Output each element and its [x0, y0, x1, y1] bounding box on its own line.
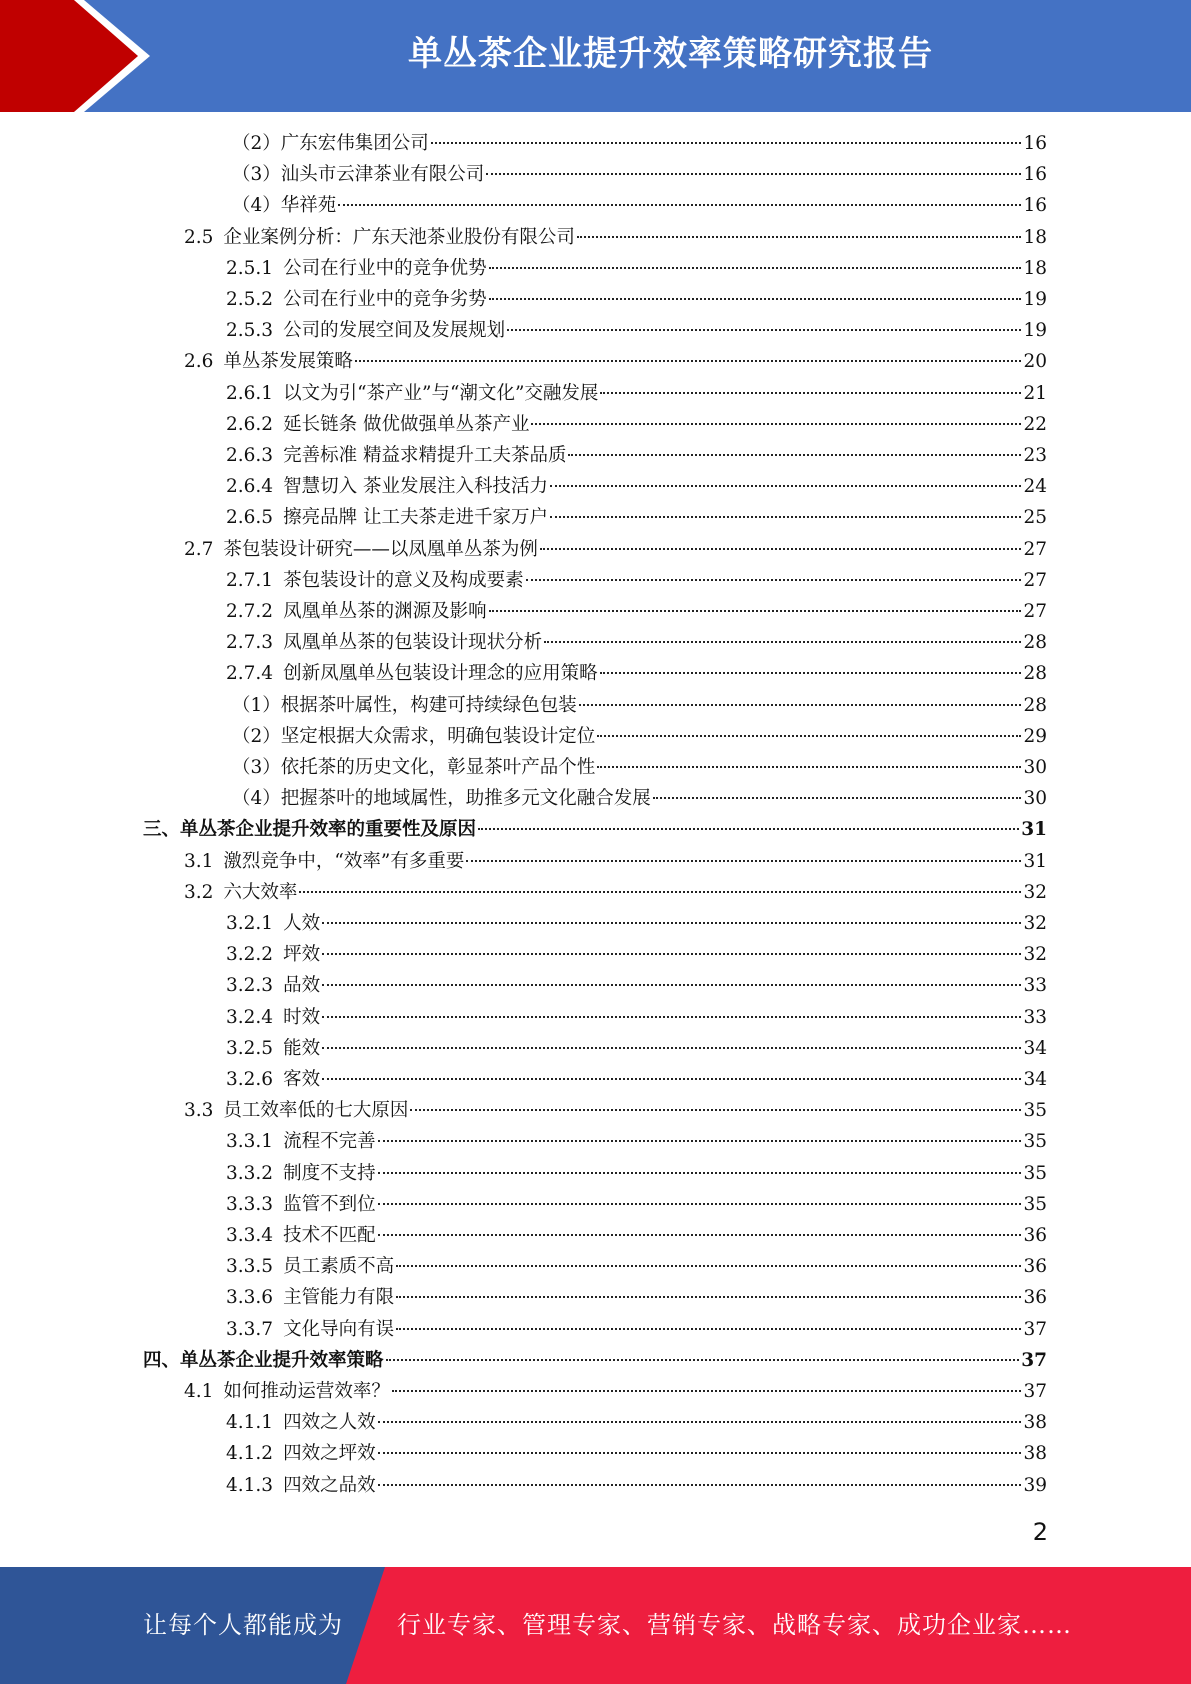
toc-dot-leader	[600, 392, 1021, 394]
toc-dot-leader	[540, 548, 1022, 550]
toc-entry-number: 3.2.3	[226, 975, 274, 997]
toc-entry[interactable]	[226, 1064, 1047, 1095]
toc-entry[interactable]	[232, 752, 1047, 783]
toc-entry[interactable]	[226, 908, 1047, 939]
toc-entry[interactable]	[184, 1095, 1047, 1126]
toc-dot-leader	[577, 236, 1022, 238]
toc-entry[interactable]	[226, 409, 1047, 440]
toc-entry-title: （2）广东宏伟集团公司	[232, 133, 429, 154]
toc-entry[interactable]	[184, 877, 1047, 908]
page-header	[0, 0, 1191, 112]
toc-entry-page: 32	[1023, 944, 1047, 966]
toc-entry-number: 2.6.3	[226, 445, 274, 466]
toc-entry[interactable]	[226, 502, 1047, 533]
toc-entry-number: 2.5.1	[226, 257, 274, 279]
toc-entry-page: 32	[1023, 881, 1047, 903]
toc-entry-number: 2.6.5	[226, 507, 274, 529]
toc-entry-number: 2.6.4	[226, 476, 274, 498]
toc-entry-title: 公司在行业中的竞争优势	[283, 257, 487, 279]
toc-entry-title: 四效之坪效	[283, 1443, 376, 1465]
toc-entry[interactable]	[226, 253, 1047, 284]
toc-entry-page: 16	[1023, 133, 1047, 154]
toc-dot-leader	[322, 1016, 1021, 1018]
toc-entry[interactable]	[226, 1251, 1047, 1282]
toc-entry-title: 时效	[283, 1006, 321, 1028]
toc-entry-title: 凤凰单丛茶的包装设计现状分析	[283, 632, 543, 654]
toc-entry[interactable]	[184, 846, 1047, 877]
toc-dot-leader	[396, 1265, 1021, 1267]
toc-dot-leader	[378, 1140, 1022, 1142]
toc-dot-leader	[396, 1328, 1021, 1330]
toc-entry[interactable]	[226, 565, 1047, 596]
toc-entry[interactable]	[226, 1189, 1047, 1220]
toc-entry-number: 3.3.2	[226, 1162, 274, 1184]
page-footer	[0, 1567, 1191, 1684]
toc-dot-leader	[507, 329, 1021, 331]
toc-dot-leader	[322, 1078, 1021, 1080]
toc-entry[interactable]	[226, 1407, 1047, 1438]
toc-entry-title: 四、单丛茶企业提升效率策略	[143, 1349, 384, 1371]
toc-dot-leader	[526, 579, 1022, 581]
toc-entry-number: 3.3.7	[226, 1318, 274, 1340]
toc-entry-page: 30	[1023, 757, 1047, 778]
toc-entry-title: 品效	[283, 975, 321, 997]
toc-entry-number: 3.3.6	[226, 1287, 274, 1309]
toc-entry[interactable]	[226, 627, 1047, 658]
toc-entry-number: 2.7.1	[226, 569, 274, 591]
toc-entry-title: 四效之品效	[283, 1474, 376, 1496]
toc-entry-title: 监管不到位	[283, 1193, 376, 1215]
toc-entry-title: 创新凤凰单丛包装设计理念的应用策略	[283, 663, 598, 685]
toc-entry-title: 流程不完善	[283, 1131, 376, 1153]
toc-entry-number: 3.3.4	[226, 1225, 274, 1246]
toc-entry-page: 23	[1023, 445, 1047, 466]
toc-dot-leader	[597, 735, 1021, 737]
toc-entry[interactable]	[184, 222, 1047, 253]
toc-dot-leader	[378, 1234, 1022, 1236]
toc-entry[interactable]	[226, 596, 1047, 627]
toc-entry-page: 18	[1023, 226, 1047, 248]
toc-dot-leader	[322, 984, 1021, 986]
toc-entry[interactable]	[232, 690, 1047, 721]
toc-dot-leader	[489, 298, 1022, 300]
toc-entry-number: 3.2.5	[226, 1037, 274, 1059]
toc-entry-page: 18	[1023, 257, 1047, 279]
toc-entry-title: 完善标准 精益求精提升工夫茶品质	[283, 445, 567, 466]
toc-entry-title: 制度不支持	[283, 1162, 376, 1184]
toc-entry-page: 35	[1023, 1131, 1047, 1153]
toc-entry-title: 凤凰单丛茶的渊源及影响	[283, 601, 487, 622]
toc-entry-title: 文化导向有误	[283, 1318, 395, 1340]
toc-entry[interactable]	[226, 970, 1047, 1001]
toc-entry-page: 16	[1023, 164, 1047, 186]
toc-dot-leader	[322, 922, 1021, 924]
toc-entry-title: 激烈竞争中，“效率”有多重要	[223, 850, 465, 872]
chevron-arrow	[0, 0, 138, 112]
toc-dot-leader	[531, 423, 1021, 425]
toc-entry-number: 4.1	[184, 1381, 214, 1402]
toc-entry-page: 37	[1021, 1349, 1047, 1371]
toc-entry-page: 38	[1023, 1443, 1047, 1465]
toc-dot-leader	[431, 142, 1022, 144]
toc-entry-title: 公司在行业中的竞争劣势	[283, 289, 487, 310]
toc-entry[interactable]	[232, 721, 1047, 752]
toc-entry-title: 企业案例分析：广东天池茶业股份有限公司	[223, 226, 575, 248]
toc-entry[interactable]	[226, 1438, 1047, 1469]
toc-entry-title: （4）把握茶叶的地域属性，助推多元文化融合发展	[232, 788, 651, 810]
toc-dot-leader	[597, 766, 1021, 768]
toc-entry[interactable]	[226, 1314, 1047, 1345]
toc-entry-number: 2.6	[184, 351, 214, 373]
toc-entry-number: 2.7.2	[226, 601, 274, 622]
footer-slogan-left: 让每个人都能成为	[143, 1611, 343, 1639]
toc-entry-page: 29	[1023, 725, 1047, 747]
toc-entry-title: （1）根据茶叶属性，构建可持续绿色包装	[232, 694, 577, 716]
toc-entry-title: 单丛茶发展策略	[223, 351, 353, 373]
toc-entry-title: 延长链条 做优做强单丛茶产业	[283, 413, 530, 435]
toc-entry-title: 人效	[283, 913, 321, 934]
toc-entry[interactable]	[226, 1033, 1047, 1064]
toc-entry-page: 19	[1023, 320, 1047, 342]
toc-dot-leader	[486, 173, 1021, 175]
toc-entry-page: 35	[1023, 1100, 1047, 1122]
toc-entry-page: 28	[1023, 694, 1047, 716]
toc-entry[interactable]	[226, 1220, 1047, 1251]
toc-entry-title: 三、单丛茶企业提升效率的重要性及原因	[143, 819, 477, 841]
toc-entry-page: 22	[1023, 413, 1047, 435]
toc-entry-title: 员工效率低的七大原因	[223, 1100, 409, 1122]
toc-entry-page: 36	[1023, 1287, 1047, 1309]
toc-dot-leader	[322, 1047, 1021, 1049]
toc-entry-page: 33	[1023, 1006, 1047, 1028]
toc-dot-leader	[396, 1296, 1021, 1298]
toc-entry-title: 擦亮品牌 让工夫茶走进千家万户	[283, 507, 548, 529]
toc-entry-number: 3.2.1	[226, 913, 274, 934]
toc-entry-title: 客效	[283, 1069, 321, 1090]
toc-entry-title: 能效	[283, 1037, 321, 1059]
toc-entry-number: 3.2	[184, 881, 214, 903]
toc-entry-page: 37	[1023, 1318, 1047, 1340]
toc-entry-number: 2.5.3	[226, 320, 274, 342]
toc-dot-leader	[489, 610, 1022, 612]
toc-entry-page: 35	[1023, 1162, 1047, 1184]
toc-dot-leader	[322, 953, 1021, 955]
toc-entry-page: 33	[1023, 975, 1047, 997]
toc-entry-number: 3.1	[184, 850, 214, 872]
toc-entry-title: 以文为引“茶产业”与“潮文化”交融发展	[283, 382, 599, 404]
toc-entry-number: 2.5.2	[226, 289, 274, 310]
toc-entry-number: 3.3.3	[226, 1193, 274, 1215]
toc-entry-number: 3.2.6	[226, 1069, 274, 1090]
toc-entry-page: 27	[1023, 601, 1047, 622]
toc-entry-page: 28	[1023, 663, 1047, 685]
toc-dot-leader	[410, 1109, 1021, 1111]
toc-entry-title: （2）坚定根据大众需求，明确包装设计定位	[232, 725, 596, 747]
toc-dot-leader	[550, 485, 1021, 487]
toc-entry[interactable]	[184, 534, 1047, 565]
toc-entry-title: （3）依托茶的历史文化，彰显茶叶产品个性	[232, 757, 596, 778]
toc-entry[interactable]	[232, 159, 1047, 190]
toc-entry-number: 3.3	[184, 1100, 214, 1122]
toc-dot-leader	[378, 1203, 1022, 1205]
toc-entry[interactable]	[226, 284, 1047, 315]
toc-entry-page: 35	[1023, 1193, 1047, 1215]
toc-entry-title: 主管能力有限	[283, 1287, 395, 1309]
toc-dot-leader	[392, 1390, 1022, 1392]
toc-entry[interactable]	[226, 315, 1047, 346]
toc-entry-page: 34	[1023, 1069, 1047, 1090]
toc-entry-page: 38	[1023, 1412, 1047, 1434]
toc-dot-leader	[299, 891, 1021, 893]
toc-dot-leader	[378, 1484, 1022, 1486]
toc-entry-page: 36	[1023, 1225, 1047, 1246]
toc-entry-number: 2.6.2	[226, 413, 274, 435]
toc-entry[interactable]	[226, 440, 1047, 471]
toc-entry-page: 19	[1023, 289, 1047, 310]
footer-slogan-right: 行业专家、管理专家、营销专家、战略专家、成功企业家……	[397, 1611, 1072, 1639]
toc-entry[interactable]	[232, 128, 1047, 159]
page-number: 2	[1032, 1518, 1048, 1546]
toc-entry[interactable]	[226, 1470, 1047, 1501]
toc-entry-page: 16	[1023, 195, 1047, 217]
toc-entry-page: 27	[1023, 538, 1047, 560]
toc-entry-page: 28	[1023, 632, 1047, 654]
toc-entry-page: 32	[1023, 913, 1047, 934]
toc-entry-title: 四效之人效	[283, 1412, 376, 1434]
toc-entry[interactable]	[226, 939, 1047, 970]
toc-entry-page: 25	[1023, 507, 1047, 529]
toc-entry-page: 37	[1023, 1381, 1047, 1402]
toc-dot-leader	[386, 1359, 1020, 1361]
toc-entry[interactable]	[184, 346, 1047, 377]
toc-entry-page: 30	[1023, 788, 1047, 810]
toc-entry-page: 31	[1023, 850, 1047, 872]
toc-entry-title: 坪效	[283, 944, 321, 966]
toc-entry-title: （4）华祥苑	[232, 195, 337, 217]
toc-entry-number: 3.3.5	[226, 1256, 274, 1278]
toc-entry-page: 21	[1023, 382, 1047, 404]
toc-entry-page: 34	[1023, 1037, 1047, 1059]
toc-entry-number: 2.5	[184, 226, 214, 248]
toc-entry[interactable]	[232, 190, 1047, 221]
toc-dot-leader	[378, 1172, 1022, 1174]
toc-entry-number: 2.6.1	[226, 382, 274, 404]
toc-entry-number: 2.7.4	[226, 663, 274, 685]
toc-entry[interactable]	[226, 1126, 1047, 1157]
toc-entry-title: 公司的发展空间及发展规划	[283, 320, 506, 342]
toc-entry-page: 31	[1021, 819, 1047, 841]
toc-entry[interactable]	[226, 1002, 1047, 1033]
toc-entry-number: 4.1.2	[226, 1443, 274, 1465]
toc-entry-page: 36	[1023, 1256, 1047, 1278]
toc-entry-number: 2.7.3	[226, 632, 274, 654]
toc-dot-leader	[550, 516, 1021, 518]
toc-dot-leader	[378, 1421, 1022, 1423]
toc-entry-title: 如何推动运营效率？	[223, 1381, 390, 1402]
toc-dot-leader	[600, 672, 1022, 674]
toc-entry-title: 茶包装设计研究——以凤凰单丛茶为例	[223, 538, 538, 560]
toc-entry-title: 茶包装设计的意义及构成要素	[283, 569, 524, 591]
toc-entry-number: 4.1.3	[226, 1474, 274, 1496]
toc-entry[interactable]	[226, 1282, 1047, 1313]
toc-entry[interactable]	[143, 814, 1047, 845]
toc-entry[interactable]	[184, 1376, 1047, 1407]
toc-entry-title: 技术不匹配	[283, 1225, 376, 1246]
toc-entry-page: 24	[1023, 476, 1047, 498]
toc-dot-leader	[544, 641, 1021, 643]
toc-entry-number: 4.1.1	[226, 1412, 274, 1434]
toc-dot-leader	[489, 267, 1022, 269]
toc-entry-title: （3）汕头市云津茶业有限公司	[232, 164, 485, 186]
toc-dot-leader	[568, 454, 1021, 456]
toc-dot-leader	[355, 360, 1022, 362]
toc-entry-title: 员工素质不高	[283, 1256, 395, 1278]
toc-entry[interactable]	[232, 783, 1047, 814]
toc-dot-leader	[466, 860, 1021, 862]
toc-entry-number: 3.3.1	[226, 1131, 274, 1153]
toc-entry[interactable]	[226, 378, 1047, 409]
toc-entry[interactable]	[226, 1158, 1047, 1189]
toc-dot-leader	[378, 1452, 1022, 1454]
toc-entry[interactable]	[143, 1345, 1047, 1376]
toc-entry-number: 3.2.4	[226, 1006, 274, 1028]
toc-dot-leader	[579, 704, 1022, 706]
toc-entry-page: 20	[1023, 351, 1047, 373]
toc-entry-title: 智慧切入 茶业发展注入科技活力	[283, 476, 548, 498]
toc-entry-page: 39	[1023, 1474, 1047, 1496]
toc-entry-number: 2.7	[184, 538, 214, 560]
toc-entry[interactable]	[226, 658, 1047, 689]
toc-entry[interactable]	[226, 471, 1047, 502]
toc-entry-title: 六大效率	[223, 881, 298, 903]
toc-dot-leader	[478, 828, 1019, 830]
toc-dot-leader	[653, 797, 1022, 799]
report-title: 单丛茶企业提升效率策略研究报告	[408, 34, 933, 74]
toc-dot-leader	[338, 204, 1021, 206]
toc-entry-number: 3.2.2	[226, 944, 274, 966]
toc-entry-page: 27	[1023, 569, 1047, 591]
